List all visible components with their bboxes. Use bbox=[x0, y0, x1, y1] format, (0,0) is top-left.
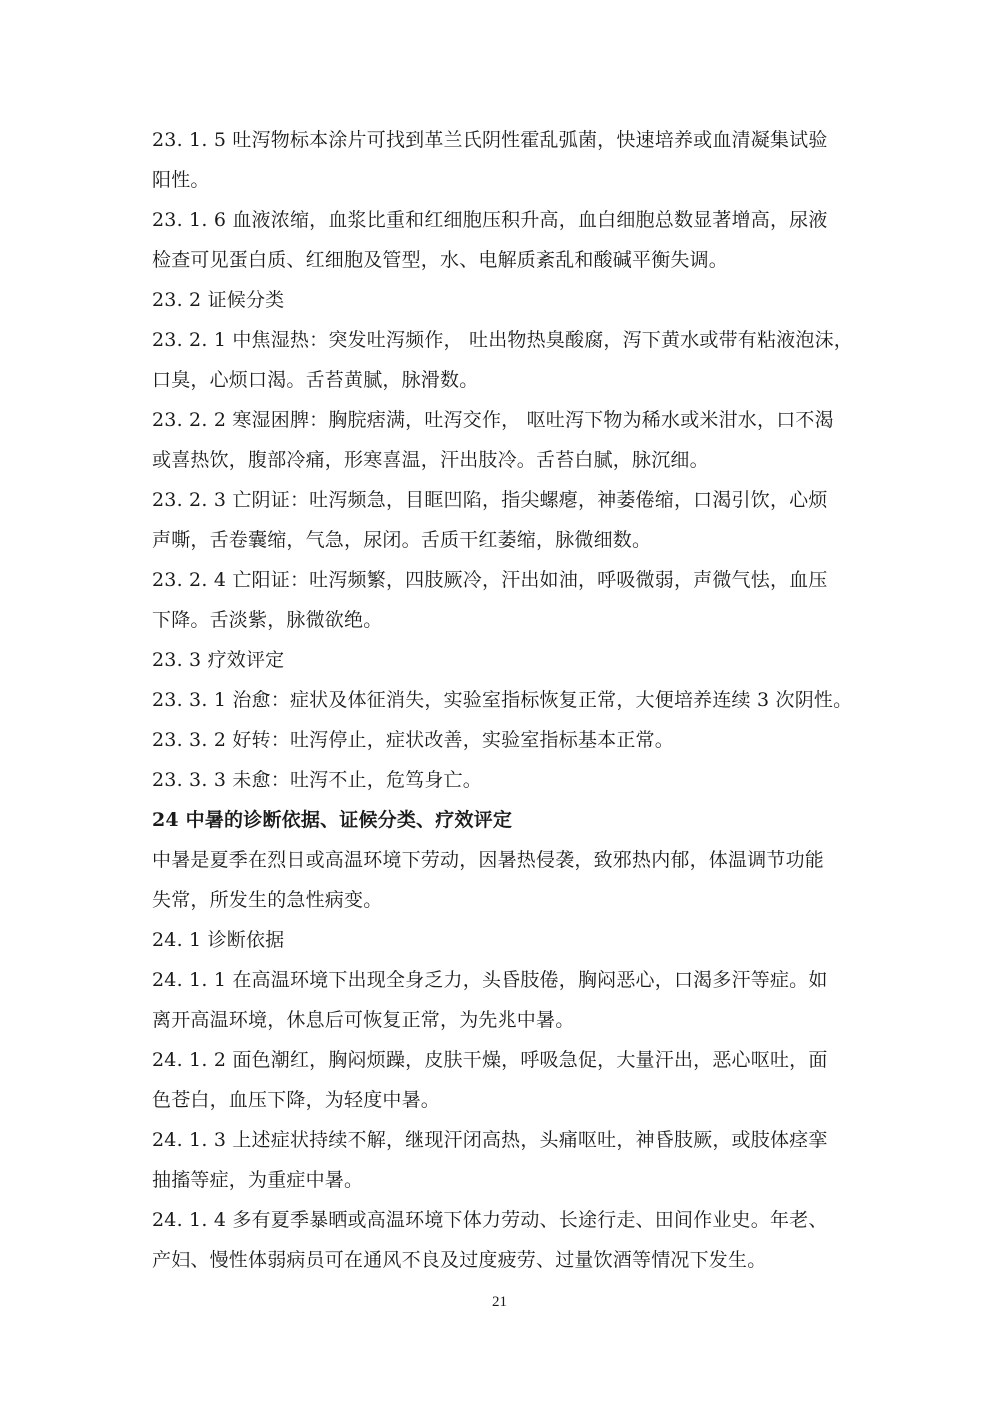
section-heading-23-3: 23. 3 疗效评定 bbox=[152, 649, 285, 671]
section-heading-24-1: 24. 1 诊断依据 bbox=[152, 929, 285, 951]
text-line-23-2-2-b: 或喜热饮，腹部冷痛，形寒喜温，汗出肢冷。舌苔白腻，脉沉细。 bbox=[152, 449, 709, 471]
text-line-23-2-4-a: 23. 2. 4 亡阳证：吐泻频繁，四肢厥冷，汗出如油，呼吸微弱，声微气怯，血压 bbox=[152, 569, 828, 591]
text-line-23-3-2: 23. 3. 2 好转：吐泻停止，症状改善，实验室指标基本正常。 bbox=[152, 729, 674, 751]
text-line-23-1-6-a: 23. 1. 6 血液浓缩，血浆比重和红细胞压积升高，血白细胞总数显著增高，尿液 bbox=[152, 209, 828, 231]
page-number: 21 bbox=[492, 1294, 507, 1310]
text-line-24-1-1-a: 24. 1. 1 在高温环境下出现全身乏力，头昏肢倦，胸闷恶心，口渴多汗等症。如 bbox=[152, 969, 828, 991]
text-line-24-1-3-b: 抽搐等症，为重症中暑。 bbox=[152, 1169, 364, 1191]
text-line-24-intro-a: 中暑是夏季在烈日或高温环境下劳动，因暑热侵袭，致邪热内郁，体温调节功能 bbox=[152, 849, 825, 871]
text-line-23-2-4-b: 下降。舌淡紫，脉微欲绝。 bbox=[152, 609, 383, 631]
text-line-23-1-5-a: 23. 1. 5 吐泻物标本涂片可找到革兰氏阴性霍乱弧菌，快速培养或血清凝集试验 bbox=[152, 129, 828, 151]
text-line-24-intro-b: 失常，所发生的急性病变。 bbox=[152, 889, 383, 911]
text-line-23-3-1: 23. 3. 1 治愈：症状及体征消失，实验室指标恢复正常，大便培养连续 3 次阴性。 bbox=[152, 689, 853, 711]
text-line-23-1-5-b: 阳性。 bbox=[152, 169, 210, 191]
text-line-24-1-1-b: 离开高温环境，休息后可恢复正常，为先兆中暑。 bbox=[152, 1009, 575, 1031]
text-line-23-2-1-a: 23. 2. 1 中焦湿热：突发吐泻频作， 吐出物热臭酸腐，泻下黄水或带有粘液泡沫， bbox=[152, 329, 853, 351]
text-line-24-1-4-a: 24. 1. 4 多有夏季暴晒或高温环境下体力劳动、长途行走、田间作业史。年老、 bbox=[152, 1209, 828, 1231]
text-line-24-1-4-b: 产妇、慢性体弱病员可在通风不良及过度疲劳、过量饮酒等情况下发生。 bbox=[152, 1249, 767, 1271]
chapter-heading-24: 24 中暑的诊断依据、证候分类、疗效评定 bbox=[152, 809, 513, 831]
section-heading-23-2: 23. 2 证候分类 bbox=[152, 289, 285, 311]
text-line-23-2-3-a: 23. 2. 3 亡阴证：吐泻频急，目眶凹陷，指尖螺瘪，神萎倦缩，口渴引饮，心烦 bbox=[152, 489, 828, 511]
text-line-23-1-6-b: 检查可见蛋白质、红细胞及管型，水、电解质紊乱和酸碱平衡失调。 bbox=[152, 249, 729, 271]
text-line-24-1-3-a: 24. 1. 3 上述症状持续不解，继现汗闭高热，头痛呕吐，神昏肢厥，或肢体痉挛 bbox=[152, 1129, 828, 1151]
text-line-23-2-1-b: 口臭，心烦口渴。舌苔黄腻，脉滑数。 bbox=[152, 369, 479, 391]
text-line-23-2-2-a: 23. 2. 2 寒湿困脾：胸脘痞满，吐泻交作， 呕吐泻下物为稀水或米泔水，口不渴 bbox=[152, 409, 834, 431]
text-line-24-1-2-b: 色苍白，血压下降，为轻度中暑。 bbox=[152, 1089, 441, 1111]
text-line-23-2-3-b: 声嘶，舌卷囊缩，气急，尿闭。舌质干红萎缩，脉微细数。 bbox=[152, 529, 652, 551]
text-line-24-1-2-a: 24. 1. 2 面色潮红，胸闷烦躁，皮肤干燥，呼吸急促，大量汗出，恶心呕吐，面 bbox=[152, 1049, 828, 1071]
document-body bbox=[152, 120, 852, 1280]
text-line-23-3-3: 23. 3. 3 未愈：吐泻不止，危笃身亡。 bbox=[152, 769, 482, 791]
